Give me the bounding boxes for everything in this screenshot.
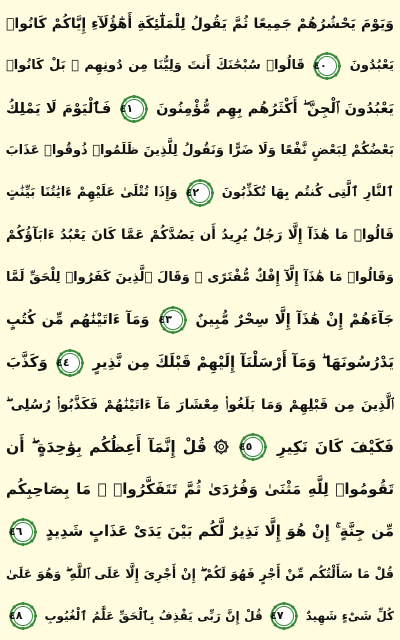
ayah-number-marker (9, 518, 37, 546)
ayah-number-marker (159, 306, 187, 334)
verse-text: وَإِذَا تُتْلَىٰ عَلَيْهِمْ ءَايَٰتُنَا بَيِّنَٰتٍ (6, 185, 178, 201)
verse-text: وَيَوْمَ يَحْشُرُهُمْ جَمِيعًا ثُمَّ يَقُولُ لِلْمَلَٰٓئِكَةِ أَهَٰٓؤُلَآءِ إِيَّاكُمْ كَانُوا۟ (6, 16, 394, 32)
verse-text: مِّن جِنَّةٍ ۚ إِنْ هُوَ إِلَّا نَذِيرٌ لَّكُم بَيْنَ يَدَىْ عَذَابٍ شَدِيدٍ (45, 522, 394, 541)
ayah-number-marker (270, 602, 298, 630)
verse-text: ٱلنَّارِ ٱلَّتِى كُنتُم بِهَا تُكَذِّبُونَ (221, 185, 394, 201)
text-line (6, 4, 394, 44)
verse-text: بَعْضُكُمْ لِبَعْضٍ نَّفْعًا وَلَا ضَرًّا وَنَقُولُ لِلَّذِينَ ظَلَمُوا۟ ذُوقُوا۟ عَذَابَ (6, 142, 394, 158)
ayah-number-marker (239, 433, 267, 461)
ayah-number: ٤٠ (313, 58, 327, 72)
text-line (6, 89, 394, 129)
ayah-number: ٤١ (119, 101, 134, 115)
ayah-number: ٤٦ (9, 524, 23, 538)
verse-text: وَمَآ ءَاتَيْنَٰهُم مِّن كُتُبٍ (6, 311, 150, 328)
ayah-number: ٤٨ (9, 609, 23, 623)
verse-text: قُلْ إِنَّ رَبِّى يَقْذِفُ بِٱلْحَقِّ عَلَّٰمُ ٱلْغُيُوبِ (44, 608, 263, 623)
ayah-number-marker (56, 349, 84, 377)
verse-text: كُلِّ شَىْءٍ شَهِيدٌ (305, 608, 394, 623)
text-line (6, 511, 394, 551)
verse-text: يَدْرُسُونَهَا ۖ وَمَآ أَرْسَلْنَآ إِلَيْهِمْ قَبْلَكَ مِن نَّذِيرٍ (92, 353, 394, 372)
ayah-number-marker (9, 602, 37, 630)
verse-text: وَكَذَّبَ (6, 353, 48, 372)
verse-text: جَآءَهُمْ إِنْ هَٰذَآ إِلَّا سِحْرٌ مُّبِينٌ (195, 311, 394, 328)
text-line (6, 427, 394, 467)
text-line (6, 469, 394, 509)
text-line (6, 300, 394, 340)
ayah-number: ٤٢ (185, 185, 200, 199)
ayah-number: ٤٧ (270, 609, 284, 623)
verse-text: فَكَيْفَ كَانَ نَكِيرِ (277, 437, 394, 456)
verse-text: يَعْبُدُونَ ٱلْجِنَّ ۖ أَكْثَرُهُم بِهِم مُّؤْمِنُونَ (156, 100, 394, 117)
text-line (6, 131, 394, 171)
verse-text: وَقَالُوا۟ مَا هَٰذَآ إِلَّآ إِفْكٌ مُّفْتَرًى ۚ وَقَالَ ٱلَّذِينَ كَفَرُوا۟ لِلْحَقِّ لَمَّا (6, 269, 394, 285)
verse-text: يَعْبُدُونَ (349, 58, 394, 74)
text-line (6, 173, 394, 213)
verse-text: فَٱلْيَوْمَ لَا يَمْلِكُ (6, 100, 112, 117)
ayah-number-marker (120, 95, 148, 123)
text-line (6, 554, 394, 594)
verse-text: قَالُوا۟ سُبْحَٰنَكَ أَنتَ وَلِيُّنَا مِن دُونِهِم ۖ بَلْ كَانُوا۟ (6, 58, 305, 74)
verse-text: ۞ قُلْ إِنَّمَآ أَعِظُكُم بِوَٰحِدَةٍ ۖ أَن (6, 437, 229, 456)
ayah-number: ٤٥ (238, 440, 253, 454)
verse-text: قَالُوا۟ مَا هَٰذَآ إِلَّا رَجُلٌ يُرِيدُ أَن يَصُدَّكُمْ عَمَّا كَانَ يَعْبُدُ ءَابَآؤُكُمْ (6, 227, 394, 244)
ayah-number-marker (313, 52, 341, 80)
text-line (6, 46, 394, 86)
verse-text: تَقُومُوا۟ لِلَّهِ مَثْنَىٰ وَفُرَٰدَىٰ ثُمَّ تَتَفَكَّرُوا۟ ۚ مَا بِصَاحِبِكُم (6, 480, 394, 499)
verse-text: قُلْ مَا سَأَلْتُكُم مِّنْ أَجْرٍ فَهُوَ لَكُمْ ۖ إِنْ أَجْرِىَ إِلَّا عَلَى ٱللَّهِ ۖ وَهُوَ عَلَىٰ (6, 565, 394, 581)
text-line (6, 342, 394, 382)
text-line (6, 385, 394, 425)
verse-text: ٱلَّذِينَ مِن قَبْلِهِمْ وَمَا بَلَغُوا۟ مِعْشَارَ مَآ ءَاتَيْنَٰهُمْ فَكَذَّبُوا۟ رُسُلِى ۖ (6, 396, 394, 413)
ayah-number-marker (186, 179, 214, 207)
ayah-number: ٤٤ (56, 355, 70, 369)
ayah-number: ٤٣ (158, 312, 172, 326)
text-line (6, 596, 394, 636)
text-line (6, 258, 394, 298)
text-line (6, 215, 394, 255)
